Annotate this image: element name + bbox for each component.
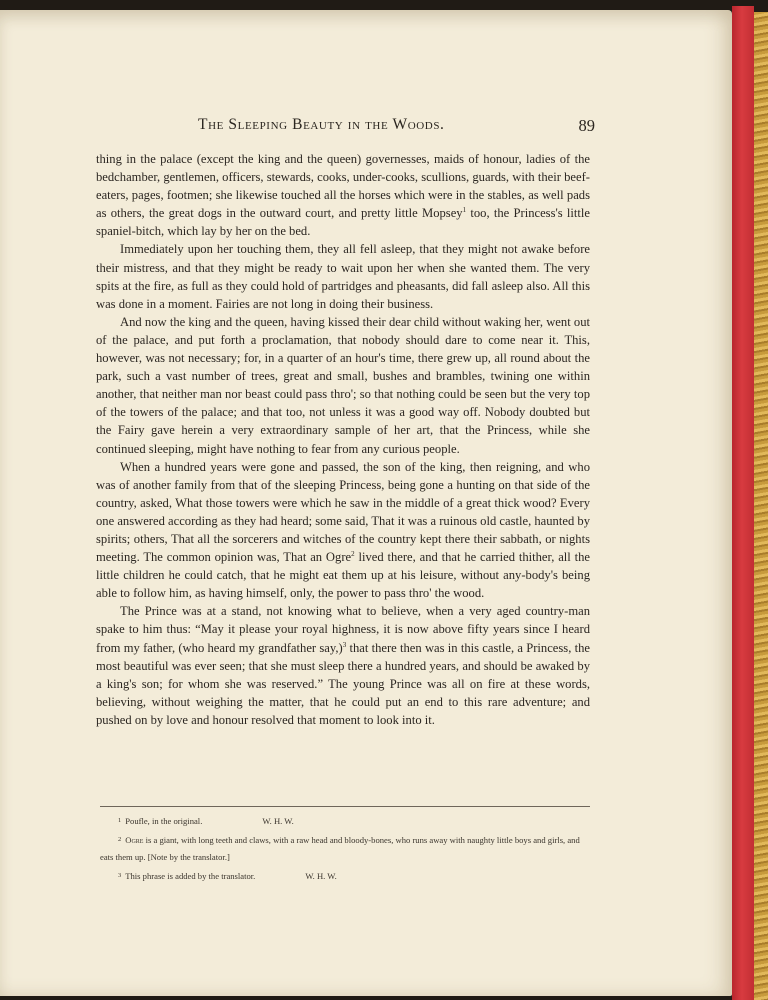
paragraph-text: that there then was in this castle, a Princess, the most beautiful was ever seen; that she must sleep there a hundred years, and should be awaked by a king's son; for whom she was reserved.” The young Prince was all on fire at these words, believing, without weighing the matter, that he could put an end to this rare adventure; and pushed on by love and honour resolved that moment to look into it. bbox=[96, 640, 590, 727]
footnote bbox=[100, 812, 590, 831]
book-edge-gilt bbox=[754, 12, 768, 1000]
page-header bbox=[100, 116, 595, 140]
footnote bbox=[100, 831, 590, 867]
footnote-text: Poufle, in the original. bbox=[125, 816, 203, 826]
footnote-number: 3 bbox=[118, 871, 122, 879]
running-title: The Sleeping Beauty in the Woods. bbox=[198, 116, 445, 133]
body-text bbox=[96, 150, 590, 729]
footnote-number: 1 bbox=[118, 817, 122, 824]
footnote-signature: W. H. W. bbox=[305, 870, 337, 881]
footnote-ref: 3 bbox=[342, 640, 347, 649]
paragraph: And now the king and the queen, having kissed their dear child without waking her, went out of the palace, and put forth a proclamation, that nobody should dare to come near it. This, however, was not necessary; for, in a quarter of an hour's time, there grew up, all round about the park, such a vast number of trees, great and small, bushes and brambles, twining one within another, that neither man nor beast could pass thro'; so that nothing could be seen but the very top of the towers of the palace; and that too, not unless it was a good way off. Nobody doubted but the Fairy gave herein a very extraordinary sample of her art, that the Princess, while she continued sleeping, might have nothing to fear from any curious people. bbox=[96, 314, 590, 456]
footnote-number: 2 bbox=[118, 835, 122, 843]
footnote bbox=[100, 867, 590, 886]
paragraph-text: The Prince was at a stand, not knowing what to believe, when a very aged country-man spake to him thus: “May it please your royal highness, it is now above fifty years since I heard from my father, (who heard my grandfather say,) bbox=[96, 604, 590, 655]
footnote-ref: 1 bbox=[462, 206, 467, 215]
footnote-rule bbox=[100, 806, 590, 807]
footnote-ref: 2 bbox=[351, 550, 355, 559]
page-number: 89 bbox=[578, 116, 595, 135]
footnotes bbox=[100, 812, 590, 885]
paragraph bbox=[96, 602, 590, 729]
footnote-lead: Ogre bbox=[125, 834, 144, 845]
footnote-text: This phrase is added by the translator. bbox=[125, 870, 256, 881]
paragraph-text: lived there, and that he carried thither, all the little children he could catch, that he might eat them up at his leisure, without any-body's being able to follow him, as having himself, only, the power to pass thro' the wood. bbox=[96, 550, 591, 601]
paragraph-text: too, the Princess's little spaniel-bitch, which lay by her on the bed. bbox=[96, 206, 590, 239]
footnote-signature: W. H. W. bbox=[262, 816, 294, 826]
paragraph-text: thing in the palace (except the king and the queen) governesses, maids of honour, ladies of the bedchamber, gentlemen, officers, stewards, cooks, under-cooks, scullions, guards, with their beef-eaters, pages, footmen; she likewise touched all the horses which were in the stables, as well pads as others, the great dogs in the outward court, and pretty little Mopsey bbox=[96, 152, 590, 221]
paragraph bbox=[96, 150, 590, 240]
paragraph-text: When a hundred years were gone and passed, the son of the king, then reigning, and who was of another family from that of the sleeping Princess, being gone a hunting on that side of the country, asked, What those towers were which he saw in the middle of a great thick wood? Every one answered according as they had heard; some said, That it was a ruinous old castle, haunted by spirits; others, That all the sorcerers and witches of the country kept there their sabbath, or nights meeting. The common opinion was, That an Ogre bbox=[96, 459, 590, 565]
paragraph bbox=[96, 458, 590, 603]
footnote-text: is a giant, with long teeth and claws, with a raw head and bloody-bones, who runs away with naughty little boys and girls, and eats them up. [Note by the translator.] bbox=[100, 834, 580, 863]
book-edge-red bbox=[732, 6, 754, 1000]
paragraph: Immediately upon her touching them, they all fell asleep, that they might not awake before their mistress, and that they might be ready to wait upon her when she wanted them. The very spits at the fire, as full as they could hold of partridges and pheasants, did fall asleep also. All this was done in a moment. Fairies are not long in doing their business. bbox=[96, 242, 590, 311]
